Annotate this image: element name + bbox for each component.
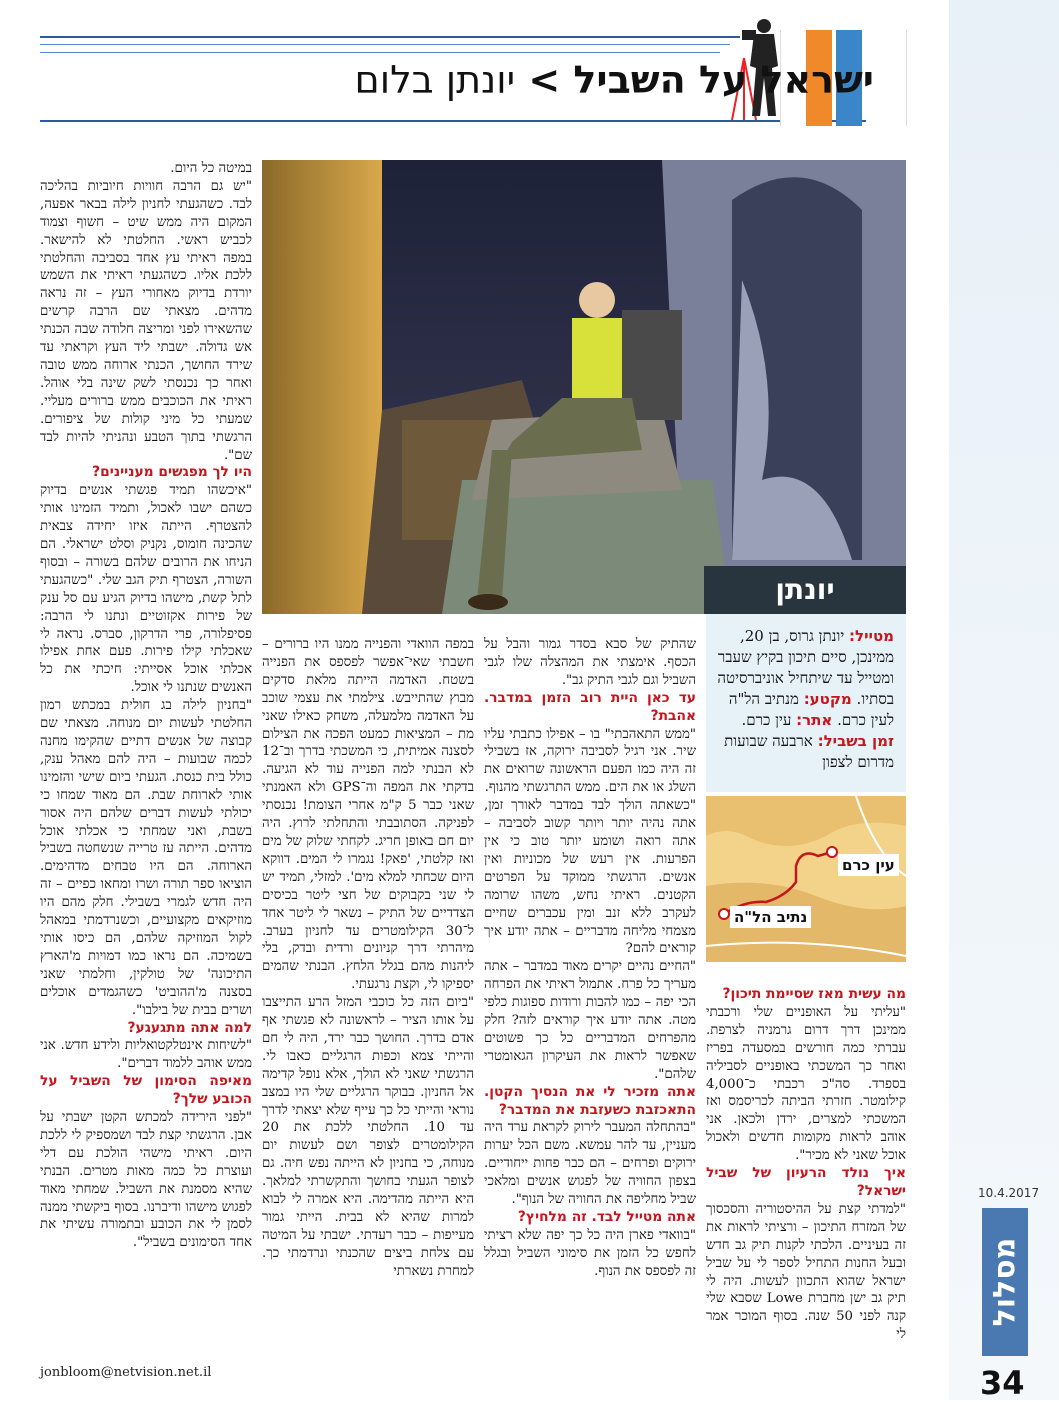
article-paragraph: במיטה כל היום. bbox=[170, 161, 252, 176]
section-tab bbox=[982, 1208, 1028, 1356]
hiker-text: יונתן גרוס, בן 20, ממינכן, סיים תיכון בקיץ שעבר ומטייל עד שיתחיל אוניברסיטה בסתיו. bbox=[717, 627, 894, 708]
article-paragraph: במפה הוואדי והפנייה ממנו היו ברורים – חשבתי שאי־אפשר לפספס את הפנייה בשטח. האדמה הייתה מלאת סדקים מבוץ שהתייבש. צילמתי את עצמי שוכב על האדמה מלמעלה, משחק כאילו שאני מת – המציאות כמעט הפכה את הצילום לסצנה אמיתית, כי המשכתי בדרך וב־12 לא הבנתי למה הפנייה עוד לא הגיעה. בדקתי את המפה וה־GPS ולא האמנתי שאני כבר 5 ק"מ אחרי הצומת! נכנסתי לפניקה. הסתובבתי והתחלתי לרוץ. היה יום חם באופן חריג. לקחתי שלוק של מים ואז קלטתי, 'פאק! נגמרו לי המים. דווקא היום שכחתי למלא מים'. למזלי, תמיד יש לי שני בקבוקים של חצי ליטר בכיסים הצדדיים של התיק – נשאר לי ליטר אחד ל־30 הקילומטרים עד לחניון בערב. מיהרתי דרך קניונים ורדית ובדק, בלי ליהנות מהם בגלל הלחץ. הבנתי שהמים יספיקו לי, וקצת נרגעתי. bbox=[262, 637, 474, 993]
interview-question: מה עשית מאז שסיימת תיכון? bbox=[722, 986, 906, 1002]
article-column-1 bbox=[706, 986, 906, 1362]
article-paragraph: "ממש התאהבתי" בו – אפילו כתבתי עליו שיר. אני רגיל לסביבה ירוקה, אז בשבילי זה היה כמו הפעם הראשונה שרואים את השלג או את הים. ממש התרגשתי מהנוף. bbox=[484, 726, 696, 796]
map-label-netiv-halamed-he: נתיב הל"ה bbox=[730, 906, 811, 928]
interview-question: אתה מזכיר לי את הנסיך הקטן. התאכזבת כשעזבת את המדבר? bbox=[484, 1083, 696, 1118]
article-paragraph: "יש גם הרבה חוויות חיוביות בהליכה לבד. כשהגעתי לחניון לילה בבאר אפעה, המקום היה ממש שיט – חשוף וצמוד לכביש ראשי. החלטתי לא להישאר. במפה ראיתי עץ אחד בסביבה והחלטתי ללכת אליו. כשהגעתי ראיתי את השמש יורדת בדיוק מאחורי העץ – זה נראה מדהים. מצאתי שם הרבה קרשים שהשאירו לפני ומריצה חלודה שבה הכנתי אש גדולה. ישבתי ליד העץ וקראתי עד שירד החושך, הכנתי ארוחה ממש טובה ואחר כך נכנסתי לשק שינה בלי אוהל. ראיתי את הכוכבים ממש ברורים מעליי. שמעתי כל מיני קולות של ציפורים. הרגשתי בתוך הטבע ונהניתי להיות לבד שם". bbox=[40, 178, 252, 463]
title-separator: > bbox=[528, 58, 561, 102]
photo-illustration bbox=[262, 160, 906, 614]
page-number: 34 bbox=[980, 1364, 1025, 1402]
hiker-photo bbox=[262, 160, 906, 614]
map-illustration bbox=[706, 796, 906, 962]
article-paragraph: "לפני הירידה למכתש הקטן ישבתי על אבן. הרגשתי קצת לבד ושמספיק לי ללכת היום. ראיתי מישהי הולכת עם דלי ועוצרת כל כמה מאות מטרים. הבנתי שהיא מסמנת את השביל. שמחתי מאוד לפגוש מישהו ודיברנו. בסוף ביקשתי ממנה לסמן לי את הכובע ובתמורה עשיתי את אחד הסימונים בשביל". bbox=[40, 1110, 252, 1251]
time-text: ארבעה שבועות מדרום לצפון bbox=[724, 732, 894, 771]
map-label-ein-karem: עין כרם bbox=[838, 854, 899, 876]
author-name: יונתן בלום bbox=[354, 58, 516, 102]
article-paragraph: "כשאתה הולך לבד במדבר לאורך זמן, אתה נהיה יותר ויותר קשוב לסביבה – אתה רואה ושומע יותר טוב כי אין הפרעות. אין רעש של מכוניות ואין אנשים. הרגשתי ממוקד על הפרטים הקטנים. ראיתי נחש, משהו שרומה לעקרב ללא זנב ומין עכברים שחיים מצמחי מליחה מדבריים – אתה יודע איך קוראים להם? bbox=[484, 798, 696, 957]
section-tab-label: מסלול bbox=[987, 1237, 1023, 1327]
article-paragraph: "ביום הזה כל כוכבי המזל הרע התייצבו על אותו הציר – לראשונה לא פגשתי אף אדם בדרך. החושך כבר ירד, היה לי חם והייתי צמא וכפות הרגליים כאבו לי. הרגשתי שאני לא הולך, אלא נופל קדימה אל החניון. בבוקר הרגליים שלי היו במצב נוראי והייתי כל כך עייף שלא יצאתי לדרך עד 10. החלטתי ללכת את 20 הקילומטרים לצופר ושם לעשות יום מנוחה, כי בחניון לא הייתה נפש חיה. גם לצופר הגעתי בחושך והתקשרתי למלאך. היא הייתה מהדימה. היא אמרה לי לבוא למרות שהיא לא בבית. הייתי גמור מעייפות – כבר רעדתי. ישבתי על המיטה עם צלחת ביצים שהכנתי ונרדמתי כך. למחרת נשארתי bbox=[262, 995, 474, 1279]
name-badge: יונתן bbox=[704, 566, 906, 614]
view-text: עין כרם. bbox=[741, 711, 792, 729]
article-column-3 bbox=[262, 636, 474, 1362]
rule-line bbox=[40, 52, 720, 53]
rule-line bbox=[40, 44, 730, 45]
article-column-2 bbox=[484, 636, 696, 1362]
hiker-label: מטייל: bbox=[849, 627, 894, 645]
interview-question: איך נולד הרעיון של שביל ישראל? bbox=[706, 1165, 906, 1199]
article-paragraph: "למדתי קצת על ההיסטוריה והסכסוך של המזרח התיכון – ורציתי לראות את זה בעיניים. הלכתי לקנות תיק גב חדש ובעל החנות התחיל לספר לי על שביל ישראל שהוא התכוון לעשות. היה לי תיק גב ישן מחברת Lowe שסבא שלי קנה לפני 50 שנה. בסוף המוכר אמר לי bbox=[706, 1201, 906, 1343]
section-title: ישראל על השביל bbox=[573, 58, 874, 102]
article-paragraph: "בהתחלה המעבר לירוק לקראת ערד היה מעניין, עד להר עמשא. משם הכל יערות ירוקים ופרחים – הם כבר פחות ייחודיים. בצפון החוויה של לפגוש אנשים ומלאכי שביל מחליפה את החוויה של הנוף". bbox=[484, 1120, 696, 1208]
interview-question: מאיפה הסימון של השביל על הכובע שלך? bbox=[40, 1073, 252, 1108]
segment-label: מקטע: bbox=[803, 690, 852, 708]
issue-date: 10.4.2017 bbox=[978, 1186, 1040, 1200]
time-label: זמן בשביל: bbox=[817, 732, 894, 750]
article-paragraph: "לשיחות אינטלקטואליות ולידע חדש. אני ממש אוהב ללמוד דברים". bbox=[40, 1038, 252, 1072]
article-paragraph: שהתיק של סבא בסדר גמור והבל על הכסף. אימצתי את המהצלה שלו לגבי השביל וגם לגבי התיק גב". bbox=[484, 637, 696, 688]
article-paragraph: "בוואדי פארן היה כל כך יפה שלא רציתי לחפש כל הזמן את סימוני השביל ובגלל זה לפספס את הנוף. bbox=[484, 1227, 696, 1279]
article-paragraph: "החיים נהיים יקרים מאוד במדבר – אתה מעריך כל פרח. אתמול ראיתי את הפרחה הכי יפה – כמו להבות ורודות ספוגות כלפי מטה. אתה יודע איך קוראים לזה? חלק מהפרחים המדבריים כל כך פשוטים שאפשר לראות את העיקרון הגאומטרי שלהם". bbox=[484, 959, 696, 1082]
interview-question: למה אתה מתגעגע? bbox=[127, 1019, 252, 1036]
interview-question: אתה מטייל לבד. זה מלחיץ? bbox=[517, 1209, 696, 1225]
page-title bbox=[355, 58, 875, 102]
segment-text: מנתיב הל"ה לעין כרם. bbox=[728, 690, 894, 729]
article-column-4 bbox=[40, 160, 252, 1358]
interview-question: עד כאן היית רוב הזמן במדבר. אהבת? bbox=[484, 689, 696, 724]
rule-line bbox=[40, 36, 740, 38]
view-label: אתר: bbox=[796, 711, 833, 729]
article-paragraph: "בחניון לילה בג חולית במכתש רמון החלטתי לעשות יום מנוחה. מצאתי שם קבוצה של אנשים דתיים שהקימו מחנה לכמה שבועות – היה להם מאהל ענק, כולל בית כנסת. הגעתי ביום שישי והזמינו אותי לארוחת שבת. הם מאוד שמחו כי יכולתי לעשות דברים שלהם היה אסור בשבת, ואני שמחתי כי אכלתי אוכל מדהים. הייתה עז טרייה שנשחטה בשביל הארוחה. הם היו טבחים מדהימים. הוציאו ספר תורה ושרו ומחאו כפיים – זה היה חדש לגמרי בשבילי. חלק מהם היו מוזיקאים מקצועיים, וכשנרדמתי במאהל לקול המוזיקה שלהם, הם כיסו אותי בשמיכה. הם נראו כמו דמויות מ'הארץ התיכונה' של טולקין, וחלמתי שאני בסצנה מ'ההוביט' כשהגמדים אוכלים ושרים בבית של בילבו". bbox=[40, 698, 252, 1018]
route-map bbox=[706, 796, 906, 962]
interview-question: היו לך מפגשים מעניינים? bbox=[92, 464, 252, 481]
author-email: jonbloom@netvision.net.il bbox=[40, 1365, 212, 1380]
article-paragraph: "עליתי על האופניים שלי ורכבתי ממינכן דרך דרום גרמניה לצרפת. עברתי כמה חורשים במסעדה בפריז ואחר כך המשכתי באופניים לסביליה בספרד. סה"כ רכבתי כ־4,000 קילומטר. חזרתי הביתה לכריסמס ואז המשכתי למצרים, ירדן ולכאן. אני אוהב לראות מקומות חדשים ולאכול אוכל שאני לא מכיר". bbox=[706, 1004, 906, 1164]
profile-box bbox=[706, 614, 906, 792]
article-paragraph: "איכשהו תמיד פגשתי אנשים בדיוק כשהם ישבו לאכול, ותמיד הזמינו אותי להצטרף. הייתה איזו יחידה צבאית שהכינה חומוס, נקניק וסלט ישראלי. הם הניחו את הרובים שלהם בשורה – ובסוף השורה, הצטרף תיק הגב שלי. "כשהגעתי לתל קשת, מישהו בדיוק הגיע עם סל ענק של פירות אקזוטיים ונתנו לי הרבה: פסיפלורה, פרי הדרקון, סברס. נראה לי שאכלתי קילו פירות. פעם אחת אפילו אכלתי אוכל אסייתי: חיכתי את כל האנשים שנתנו לי אוכל. bbox=[40, 483, 252, 696]
